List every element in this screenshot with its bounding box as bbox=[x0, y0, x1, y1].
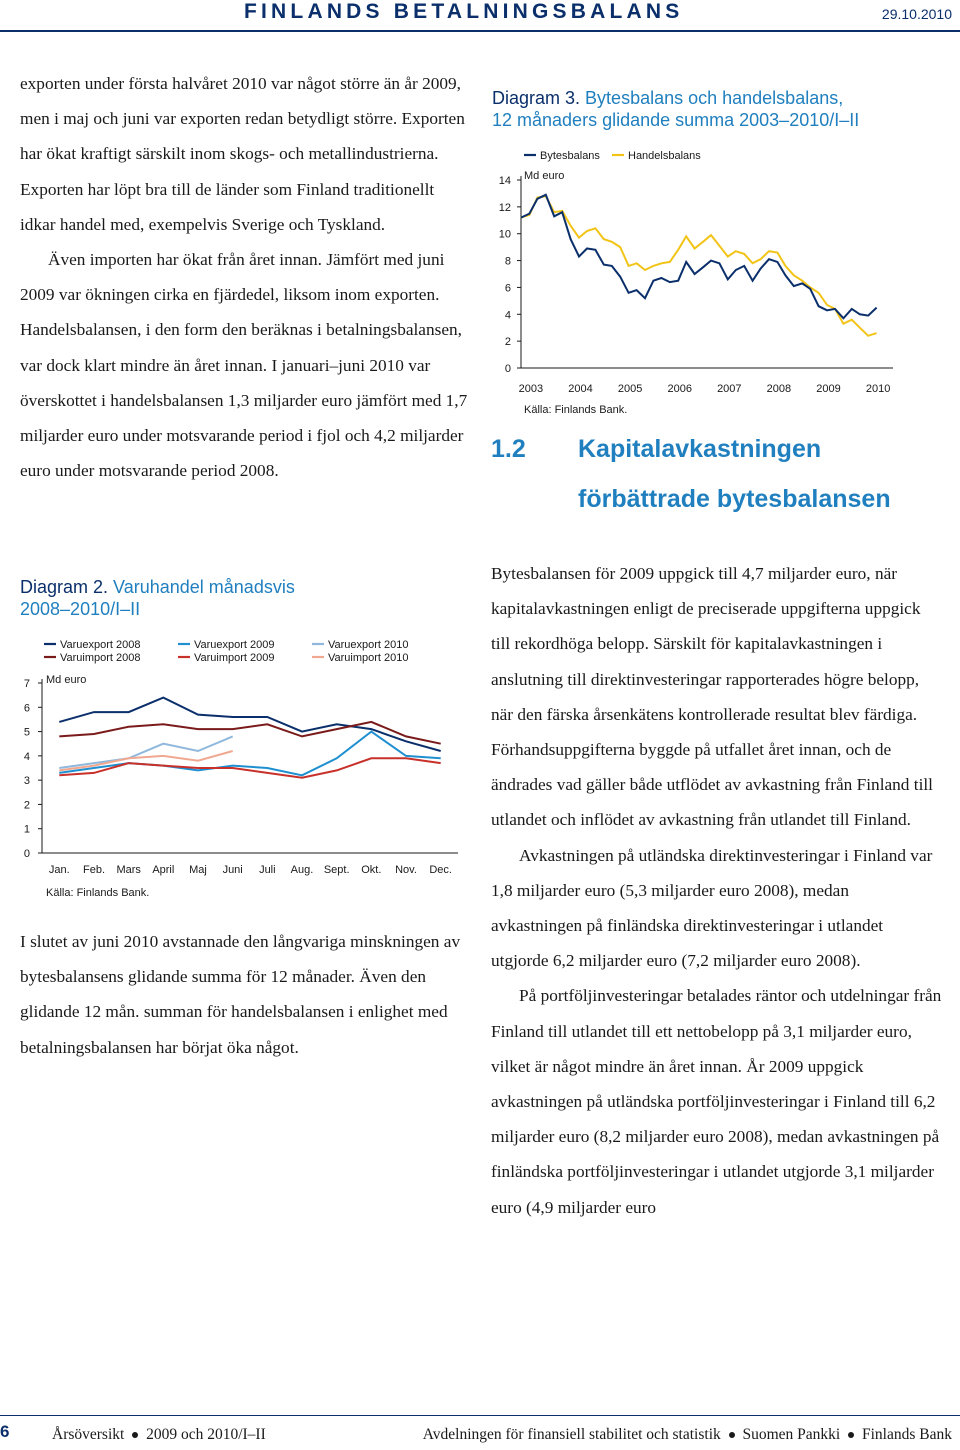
header-rule bbox=[0, 30, 960, 32]
legend-label: Varuexport 2008 bbox=[60, 639, 141, 651]
footer-bank-sv: Finlands Bank bbox=[862, 1426, 952, 1443]
right-column-text bbox=[491, 556, 943, 1225]
footer-left bbox=[52, 1426, 266, 1444]
x-tick-label: Jan. bbox=[48, 864, 70, 876]
diagram2-title-line2: 2008–2010/I–II bbox=[20, 599, 141, 619]
diagram3-title-line1: Bytesbalans och handelsbalans, bbox=[585, 88, 844, 108]
x-tick-label: Nov. bbox=[395, 864, 417, 876]
y-tick-label: 4 bbox=[23, 750, 30, 763]
diagram3-title bbox=[492, 87, 952, 131]
left-column-text bbox=[20, 66, 472, 488]
y-tick-label: 5 bbox=[23, 726, 30, 739]
y-tick-label: 12 bbox=[498, 201, 511, 214]
legend-label: Varuimport 2008 bbox=[60, 652, 141, 664]
diagram3-chart bbox=[480, 140, 958, 420]
legend-label: Handelsbalans bbox=[628, 150, 701, 162]
y-tick-label: 6 bbox=[504, 282, 511, 295]
y-tick-label: 2 bbox=[504, 336, 511, 349]
bullet-icon bbox=[132, 1432, 138, 1438]
section-title bbox=[578, 424, 958, 524]
legend-label: Bytesbalans bbox=[540, 150, 600, 162]
y-tick-label: 3 bbox=[23, 775, 30, 788]
legend-label: Varuimport 2009 bbox=[194, 652, 275, 664]
x-tick-label: 2006 bbox=[667, 383, 692, 395]
y-tick-label: 2 bbox=[23, 799, 30, 812]
x-tick-label: Okt. bbox=[361, 864, 382, 876]
legend-label: Varuimport 2010 bbox=[328, 652, 409, 664]
footer-bank-fi: Suomen Pankki bbox=[742, 1426, 841, 1443]
x-tick-label: April bbox=[152, 864, 175, 876]
paragraph: Bytesbalansen för 2009 uppgick till 4,7 miljarder euro, när kapitalavkastningen enligt de preciserade uppgifterna uppgick till rekordhöga belopp. Särskilt för kapitalavkastningen i anslutning till direktinvesteringar rapporterades högre belopp, när den färska årsenkätens kontrollerade resultat blev färdiga. Förhandsuppgifterna byggde på utfallet året innan, och de ändrades vad gäller både utflödet av avkastning från Finland till utlandet och inflödet av avkastning från utlandet till Finland. bbox=[491, 564, 933, 830]
x-tick-label: Mars bbox=[116, 864, 141, 876]
series-line bbox=[521, 196, 877, 336]
x-tick-label: 2004 bbox=[568, 383, 593, 395]
x-tick-label: 2007 bbox=[717, 383, 742, 395]
paragraph: I slutet av juni 2010 avstannade den långvariga minskningen av bytesbalansens glidande summa för 12 månader. Även den glidande 12 mån. summan för handelsbalansen i enlighet med betalningsbalansen har börjat öka något. bbox=[20, 932, 461, 1057]
x-tick-label: Aug. bbox=[290, 864, 314, 876]
x-tick-label: Dec. bbox=[429, 864, 452, 876]
y-tick-label: 0 bbox=[504, 363, 511, 375]
chart-source: Källa: Finlands Bank. bbox=[524, 404, 628, 416]
y-tick-label: 0 bbox=[23, 848, 30, 860]
section-title-line2: förbättrade bytesbalansen bbox=[578, 485, 891, 513]
y-unit-label: Md euro bbox=[524, 170, 565, 182]
chart-source: Källa: Finlands Bank. bbox=[46, 887, 150, 899]
series-line bbox=[59, 736, 232, 768]
legend-label: Varuexport 2010 bbox=[328, 639, 409, 651]
x-tick-label: Juli bbox=[259, 864, 276, 876]
y-tick-label: 1 bbox=[23, 823, 30, 836]
section-number: 1.2 bbox=[491, 435, 526, 463]
x-tick-label: Feb. bbox=[82, 864, 106, 876]
footer-department: Avdelningen för finansiell stabilitet och statistik bbox=[422, 1426, 721, 1443]
y-tick-label: 8 bbox=[504, 255, 511, 268]
legend-label: Varuexport 2009 bbox=[194, 639, 275, 651]
paragraph: Även importen har ökat från året innan. Jämfört med juni 2009 var ökningen cirka en fjärdedel, liksom inom exporten. Handelsbalansen, i den form den beräknas i betalningsbalansen, var dock klart mindre än året innan. I januari–juni 2010 var överskottet i handelsbalansen 1,3 miljarder euro jämfört med 1,7 miljarder euro under motsvarande period i fjol och 4,2 miljarder euro under motsvarande period 2008. bbox=[20, 250, 468, 481]
page-number: 6 bbox=[0, 1422, 10, 1441]
diagram2-title-line1: Varuhandel månadsvis bbox=[113, 577, 295, 597]
diagram2-title bbox=[20, 576, 470, 620]
bullet-icon bbox=[848, 1432, 854, 1438]
x-tick-label: 2005 bbox=[617, 383, 643, 395]
diagram2-chart bbox=[0, 630, 480, 908]
y-tick-label: 6 bbox=[23, 702, 30, 715]
y-unit-label: Md euro bbox=[46, 674, 87, 686]
x-tick-label: 2010 bbox=[865, 383, 891, 395]
bullet-icon bbox=[729, 1432, 735, 1438]
paragraph: På portföljinvesteringar betalades räntor och utdelningar från Finland till utlandet till ett nettobelopp på 3,1 miljarder euro, vilket är något mindre än året innan. År 2009 uppgick avkastningen på utländska portföljinvesteringar i Finland till 6,2 miljarder euro (8,2 miljarder euro 2008), medan avkastningen på finländska portföljinvesteringar i utlandet utgjorde 3,1 miljarder euro (4,9 miljarder euro bbox=[491, 986, 942, 1217]
footer-period: 2009 och 2010/I–II bbox=[146, 1426, 266, 1443]
x-tick-label: Sept. bbox=[323, 864, 350, 876]
x-tick-label: Juni bbox=[222, 864, 243, 876]
footer-rule bbox=[0, 1415, 960, 1416]
x-tick-label: 2008 bbox=[766, 383, 792, 395]
diagram3-label: Diagram 3. bbox=[492, 88, 581, 108]
footer-right bbox=[423, 1426, 952, 1444]
section-title-line1: Kapitalavkastningen bbox=[578, 435, 822, 463]
series-line bbox=[59, 698, 440, 751]
footer-publication: Årsöversikt bbox=[52, 1426, 125, 1443]
y-tick-label: 14 bbox=[498, 175, 511, 187]
y-tick-label: 10 bbox=[498, 228, 511, 241]
running-header-title: FINLANDS BETALNINGSBALANS bbox=[244, 0, 684, 23]
y-tick-label: 4 bbox=[504, 309, 511, 322]
paragraph: exporten under första halvåret 2010 var något större än år 2009, men i maj och juni var exporten redan betydligt större. Exporten har ökat kraftigt särskilt inom skogs- och metallindustrierna. Exporten har löpt bra till de länder som Finland traditionellt idkar handel med, exempelvis Sverige och Tyskland. bbox=[20, 74, 465, 234]
paragraph: Avkastningen på utländska direktinvesteringar i Finland var 1,8 miljarder euro (5,3 miljarder euro 2008), medan avkastningen på finländska direktinvesteringar i utlandet utgjorde 6,2 miljarder euro (7,2 miljarder euro 2008). bbox=[491, 845, 933, 971]
series-line bbox=[59, 732, 440, 776]
running-header-date: 29.10.2010 bbox=[881, 6, 952, 22]
x-tick-label: 2003 bbox=[518, 383, 544, 395]
diagram2-label: Diagram 2. bbox=[20, 577, 109, 597]
left-column-text-after-chart bbox=[20, 924, 472, 1065]
y-tick-label: 7 bbox=[23, 678, 30, 690]
diagram3-title-line2: 12 månaders glidande summa 2003–2010/I–II bbox=[492, 110, 860, 130]
x-tick-label: Maj bbox=[189, 864, 207, 876]
x-tick-label: 2009 bbox=[816, 383, 841, 395]
